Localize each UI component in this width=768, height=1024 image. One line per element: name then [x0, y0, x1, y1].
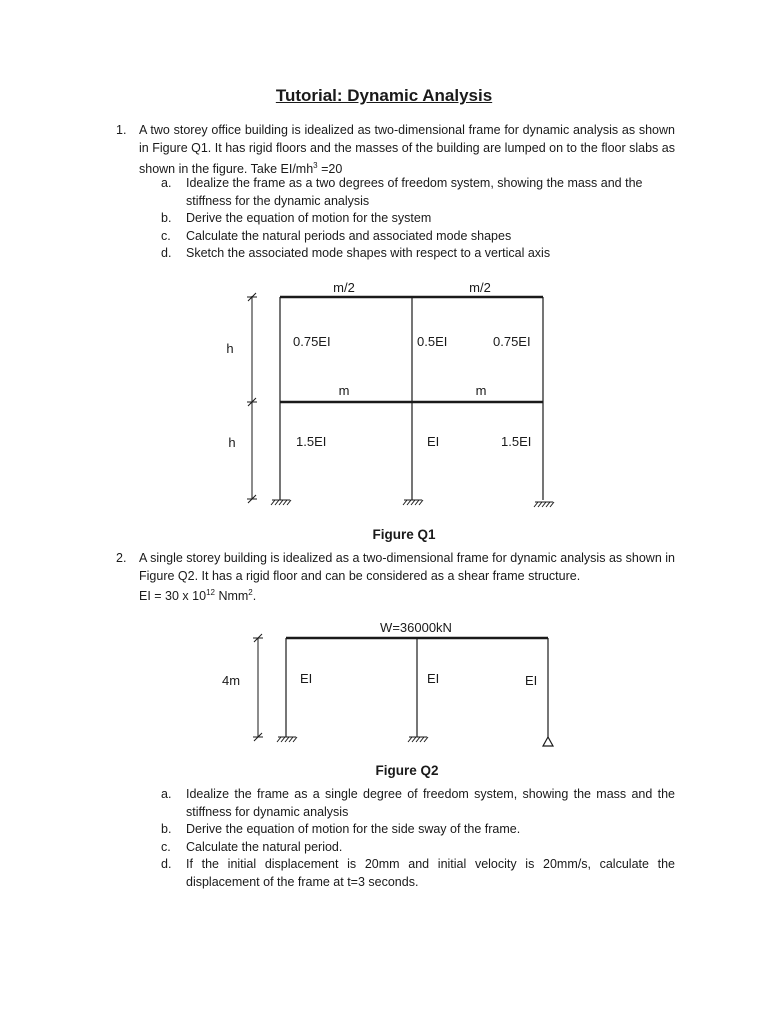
question-1-superscript: 3	[313, 161, 318, 170]
part-text: If the initial displacement is 20mm and initial velocity is 20mm/s, calculate the displacement of the frame at t=3 seconds.	[186, 857, 675, 889]
part-text: Derive the equation of motion for the side sway of the frame.	[186, 822, 521, 836]
ei-prefix: EI = 30 x 10	[139, 589, 207, 604]
part-letter: b.	[161, 822, 172, 836]
part-text: Calculate the natural periods and associated mode shapes	[186, 228, 512, 243]
label-upper-col-right: 0.75EI	[493, 334, 531, 349]
question-2-number: 2.	[116, 551, 127, 565]
part-letter: a.	[161, 176, 172, 190]
part-text: Derive the equation of motion for the system	[186, 211, 432, 225]
ei-exponent: 12	[206, 588, 215, 597]
part-text: Idealize the frame as a single degree of freedom system, showing the mass and the stiffness for dynamic analysis	[186, 787, 675, 819]
question-2-part-b	[161, 821, 675, 839]
part-letter: c.	[161, 228, 171, 243]
q2-label-height: 4m	[221, 673, 241, 688]
ei-period: .	[252, 589, 257, 604]
question-1-text-main: A two storey office building is idealized as two-dimensional frame for dynamic analysis as shown in Figure Q1. It has rigid floors and the masses of the building are lumped on to the floor slabs as shown in the figure. Take EI/mh	[139, 123, 675, 177]
question-2-parts	[161, 786, 675, 891]
label-mid-mass-left: m	[338, 383, 350, 398]
part-text: Idealize the frame as a two degrees of freedom system, showing the mass and the stiffness for the dynamic analysis	[186, 176, 643, 208]
question-2-part-c	[161, 839, 675, 857]
q2-label-col-mid: EI	[427, 671, 440, 686]
label-upper-col-left: 0.75EI	[293, 334, 331, 349]
question-2-ei-value	[139, 584, 675, 605]
ei-unit: Nmm	[214, 589, 249, 604]
part-letter: c.	[161, 839, 171, 854]
question-2-text: A single storey building is idealized as a two-dimensional frame for dynamic analysis as shown in Figure Q2. It has a rigid floor and can be considered as a shear frame structure.	[139, 551, 675, 583]
part-letter: a.	[161, 787, 172, 801]
part-letter: b.	[161, 211, 172, 225]
label-top-mass-left: m/2	[333, 280, 355, 295]
part-text: Sketch the associated mode shapes with respect to a vertical axis	[186, 246, 551, 260]
q2-label-col-left: EI	[300, 671, 313, 686]
figure-q1-caption: Figure Q1	[372, 527, 436, 542]
question-1-number: 1.	[116, 123, 127, 137]
figure-q2-caption: Figure Q2	[375, 763, 439, 778]
ei-unit-exponent: 2	[248, 588, 253, 597]
page-title: Tutorial: Dynamic Analysis	[275, 86, 493, 105]
question-2-part-d	[161, 856, 675, 891]
label-h-lower: h	[228, 435, 236, 450]
label-lower-col-left: 1.5EI	[296, 434, 327, 449]
part-letter: d.	[161, 246, 172, 260]
part-letter: d.	[161, 857, 172, 871]
question-2-part-a	[161, 786, 675, 821]
question-1-text-end: =20	[317, 162, 343, 177]
fixed-support-middle	[403, 500, 423, 505]
fixed-support-right	[534, 502, 554, 507]
label-top-mass-right: m/2	[469, 280, 491, 295]
label-lower-col-mid: EI	[427, 434, 440, 449]
fixed-support-left	[271, 500, 291, 505]
q2-pin-support-right	[543, 737, 553, 746]
q2-fixed-support-middle	[408, 737, 428, 742]
label-mid-mass-right: m	[475, 383, 487, 398]
q2-label-weight: W=36000kN	[380, 620, 452, 635]
label-upper-col-mid: 0.5EI	[417, 334, 448, 349]
q2-label-col-right: EI	[525, 673, 538, 688]
part-text: Calculate the natural period.	[186, 839, 343, 854]
q2-fixed-support-left	[277, 737, 297, 742]
label-lower-col-right: 1.5EI	[501, 434, 532, 449]
label-h-upper: h	[226, 341, 234, 356]
